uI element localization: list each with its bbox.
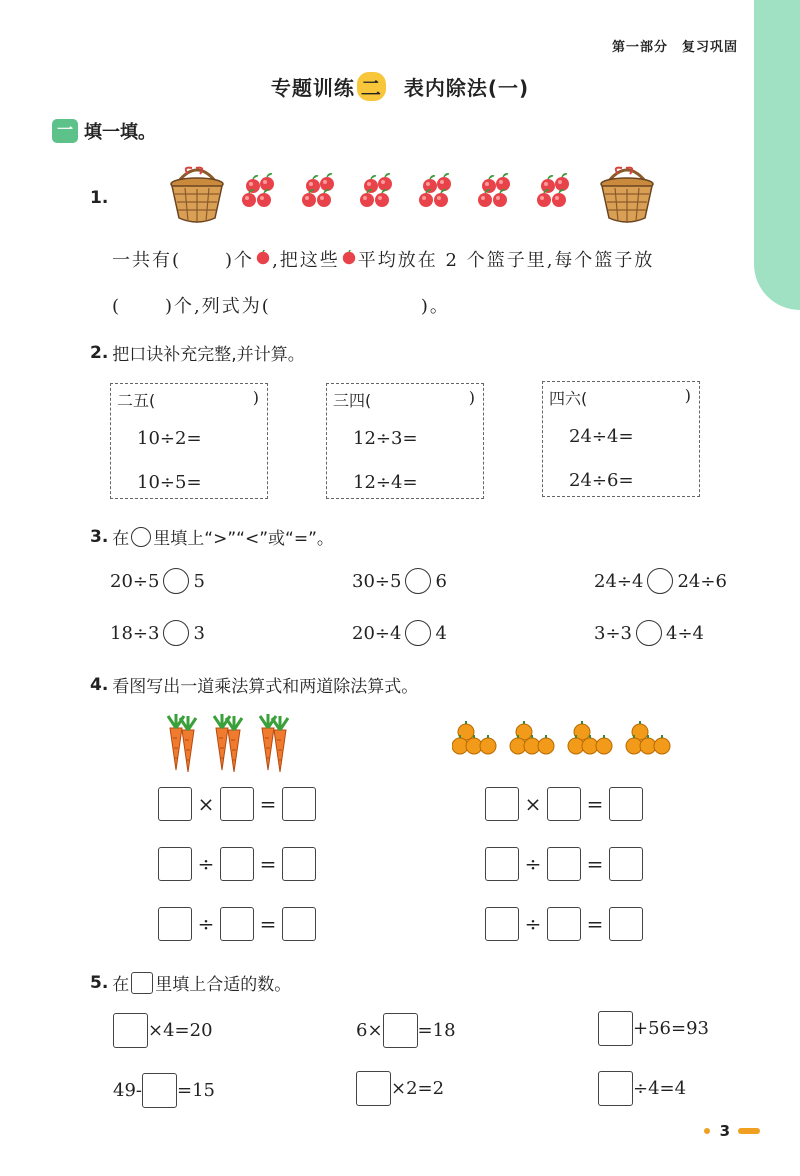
q2-box-1 (110, 383, 268, 499)
page-number: 3 (719, 1122, 730, 1140)
title-badge: 二 (357, 72, 386, 101)
q5-pre: 在 (112, 975, 130, 995)
answer-box[interactable] (113, 1013, 148, 1048)
q4-heading (90, 672, 418, 697)
q4-left-row-3 (155, 907, 319, 941)
section-marker: 一 (52, 119, 78, 143)
q1-line1-b: )个 (225, 250, 255, 271)
q2-box-close: ) (252, 388, 259, 407)
equals: = (586, 912, 604, 936)
carrots-illustration (162, 712, 302, 772)
q2-box-head: 四六( (549, 389, 588, 408)
q5-suffix: ×2=2 (391, 1078, 445, 1099)
q3-right: 4 (435, 622, 447, 644)
answer-box[interactable] (598, 1011, 633, 1046)
q4-right-row-1 (482, 787, 646, 821)
q2-number: 2. (90, 342, 109, 363)
apple-cluster-5 (478, 174, 510, 207)
q4-text: 看图写出一道乘法算式和两道除法算式。 (112, 677, 419, 697)
q3-post: 里填上“>”“<”或“=”。 (153, 529, 334, 549)
q3-item-6 (594, 620, 704, 646)
operator: ÷ (197, 852, 215, 876)
answer-box[interactable] (356, 1071, 391, 1106)
q3-number: 3. (90, 526, 109, 547)
answer-box[interactable] (158, 907, 192, 941)
q3-right: 6 (435, 570, 447, 592)
q3-left: 3÷3 (594, 622, 632, 644)
answer-box[interactable] (598, 1071, 633, 1106)
q4-right-row-2 (482, 847, 646, 881)
q3-left: 24÷4 (594, 570, 644, 592)
q5-post: 里填上合适的数。 (155, 975, 292, 995)
answer-box[interactable] (220, 787, 254, 821)
compare-circle[interactable] (163, 620, 189, 646)
bar-icon (738, 1128, 760, 1134)
q2-box-expr: 12÷4= (353, 472, 418, 493)
q3-right: 3 (193, 622, 205, 644)
equals: = (259, 792, 277, 816)
answer-box[interactable] (485, 787, 519, 821)
operator: × (197, 792, 215, 816)
q2-box-3 (542, 381, 700, 497)
basket-left (171, 168, 223, 223)
answer-box[interactable] (282, 847, 316, 881)
q3-left: 20÷4 (352, 622, 402, 644)
q3-left: 18÷3 (110, 622, 160, 644)
answer-box[interactable] (547, 907, 581, 941)
apple-cluster-2 (302, 174, 334, 207)
apple-cluster-4 (419, 174, 451, 207)
q5-item-1 (113, 1013, 213, 1048)
title-topic: 表内除法(一) (403, 76, 530, 100)
q3-left: 20÷5 (110, 570, 160, 592)
q5-heading (90, 970, 291, 995)
answer-box[interactable] (220, 907, 254, 941)
dot-icon (704, 1128, 710, 1134)
side-tab (754, 0, 800, 310)
q3-item-5 (352, 620, 447, 646)
q3-item-4 (110, 620, 205, 646)
q3-item-2 (352, 568, 447, 594)
q5-suffix: ÷4=4 (633, 1078, 687, 1099)
answer-box[interactable] (158, 787, 192, 821)
answer-box[interactable] (220, 847, 254, 881)
q1-line1-d: 平均放在 2 个篮子里,每个篮子放 (357, 250, 655, 271)
q4-left-row-2 (155, 847, 319, 881)
q2-heading (90, 340, 305, 365)
q2-box-expr: 10÷2= (137, 428, 202, 449)
q2-box-head: 三四( (333, 391, 372, 410)
q1-line2-a: ( (112, 296, 122, 317)
compare-circle[interactable] (647, 568, 673, 594)
q3-right: 5 (193, 570, 205, 592)
apple-cluster-1 (242, 174, 274, 207)
q3-item-3 (594, 568, 727, 594)
q1-line1 (112, 246, 654, 272)
answer-box[interactable] (547, 847, 581, 881)
operator: ÷ (197, 912, 215, 936)
apple-cluster-3 (360, 174, 392, 207)
q3-left: 30÷5 (352, 570, 402, 592)
circle-icon (131, 527, 151, 547)
q5-number: 5. (90, 972, 109, 993)
answer-box[interactable] (383, 1013, 418, 1048)
q5-prefix: 6× (356, 1020, 383, 1041)
header-section: 复习巩固 (681, 40, 738, 55)
q2-box-expr: 10÷5= (137, 472, 202, 493)
answer-box[interactable] (485, 847, 519, 881)
q5-suffix: =15 (177, 1080, 215, 1101)
q1-line2-b: )个,列式为( (165, 296, 271, 317)
q2-box-expr: 24÷6= (569, 470, 634, 491)
q2-box-close: ) (684, 386, 691, 405)
compare-circle[interactable] (405, 568, 431, 594)
q5-suffix: ×4=20 (148, 1020, 213, 1041)
q2-box-2 (326, 383, 484, 499)
q5-item-5 (356, 1071, 444, 1106)
operator: ÷ (524, 852, 542, 876)
q2-box-close: ) (468, 388, 475, 407)
compare-circle[interactable] (405, 620, 431, 646)
q5-item-2 (356, 1013, 456, 1048)
running-header (598, 36, 738, 55)
q5-prefix: 49- (113, 1080, 142, 1101)
answer-box[interactable] (142, 1073, 177, 1108)
operator: ÷ (524, 912, 542, 936)
square-icon (131, 972, 153, 994)
q1-line1-c: ,把这些 (272, 250, 340, 271)
q4-left-row-1 (155, 787, 319, 821)
q3-right: 4÷4 (666, 622, 704, 644)
section-heading (52, 118, 156, 144)
page-title (0, 72, 800, 101)
operator: × (524, 792, 542, 816)
apple-cluster-6 (537, 174, 569, 207)
equals: = (259, 912, 277, 936)
equals: = (586, 852, 604, 876)
q2-box-expr: 12÷3= (353, 428, 418, 449)
q2-box-head: 二五( (117, 391, 156, 410)
answer-box[interactable] (485, 907, 519, 941)
q1-line2 (112, 292, 450, 318)
q3-heading (90, 524, 334, 549)
q3-right: 24÷6 (677, 570, 727, 592)
q5-suffix: =18 (417, 1020, 456, 1041)
apple-icon (254, 250, 272, 266)
answer-box[interactable] (282, 907, 316, 941)
q4-right-row-3 (482, 907, 646, 941)
answer-box[interactable] (547, 787, 581, 821)
answer-box[interactable] (158, 847, 192, 881)
equals: = (586, 792, 604, 816)
title-prefix: 专题训练 (270, 76, 355, 100)
q1-line1-a: 一共有( (112, 250, 182, 271)
compare-circle[interactable] (636, 620, 662, 646)
apple-icon (340, 250, 358, 266)
q5-item-4 (113, 1073, 215, 1108)
q2-text: 把口诀补充完整,并计算。 (112, 345, 305, 365)
basket-right (601, 168, 653, 223)
answer-box[interactable] (609, 907, 643, 941)
q3-pre: 在 (112, 529, 130, 549)
answer-box[interactable] (282, 787, 316, 821)
section-label: 填一填。 (84, 122, 156, 143)
q2-box-expr: 24÷4= (569, 426, 634, 447)
equals: = (259, 852, 277, 876)
compare-circle[interactable] (163, 568, 189, 594)
q1-illustration (170, 158, 770, 232)
header-part: 第一部分 (611, 40, 668, 55)
q4-number: 4. (90, 674, 109, 695)
q5-item-6 (598, 1071, 686, 1106)
q1-line2-c: )。 (420, 296, 450, 317)
page-footer (704, 1122, 760, 1140)
answer-box[interactable] (609, 847, 643, 881)
q1-number: 1. (90, 188, 109, 208)
answer-box[interactable] (609, 787, 643, 821)
q3-item-1 (110, 568, 205, 594)
q5-item-3 (598, 1011, 709, 1046)
q5-suffix: +56=93 (633, 1018, 709, 1039)
oranges-illustration (452, 718, 682, 760)
